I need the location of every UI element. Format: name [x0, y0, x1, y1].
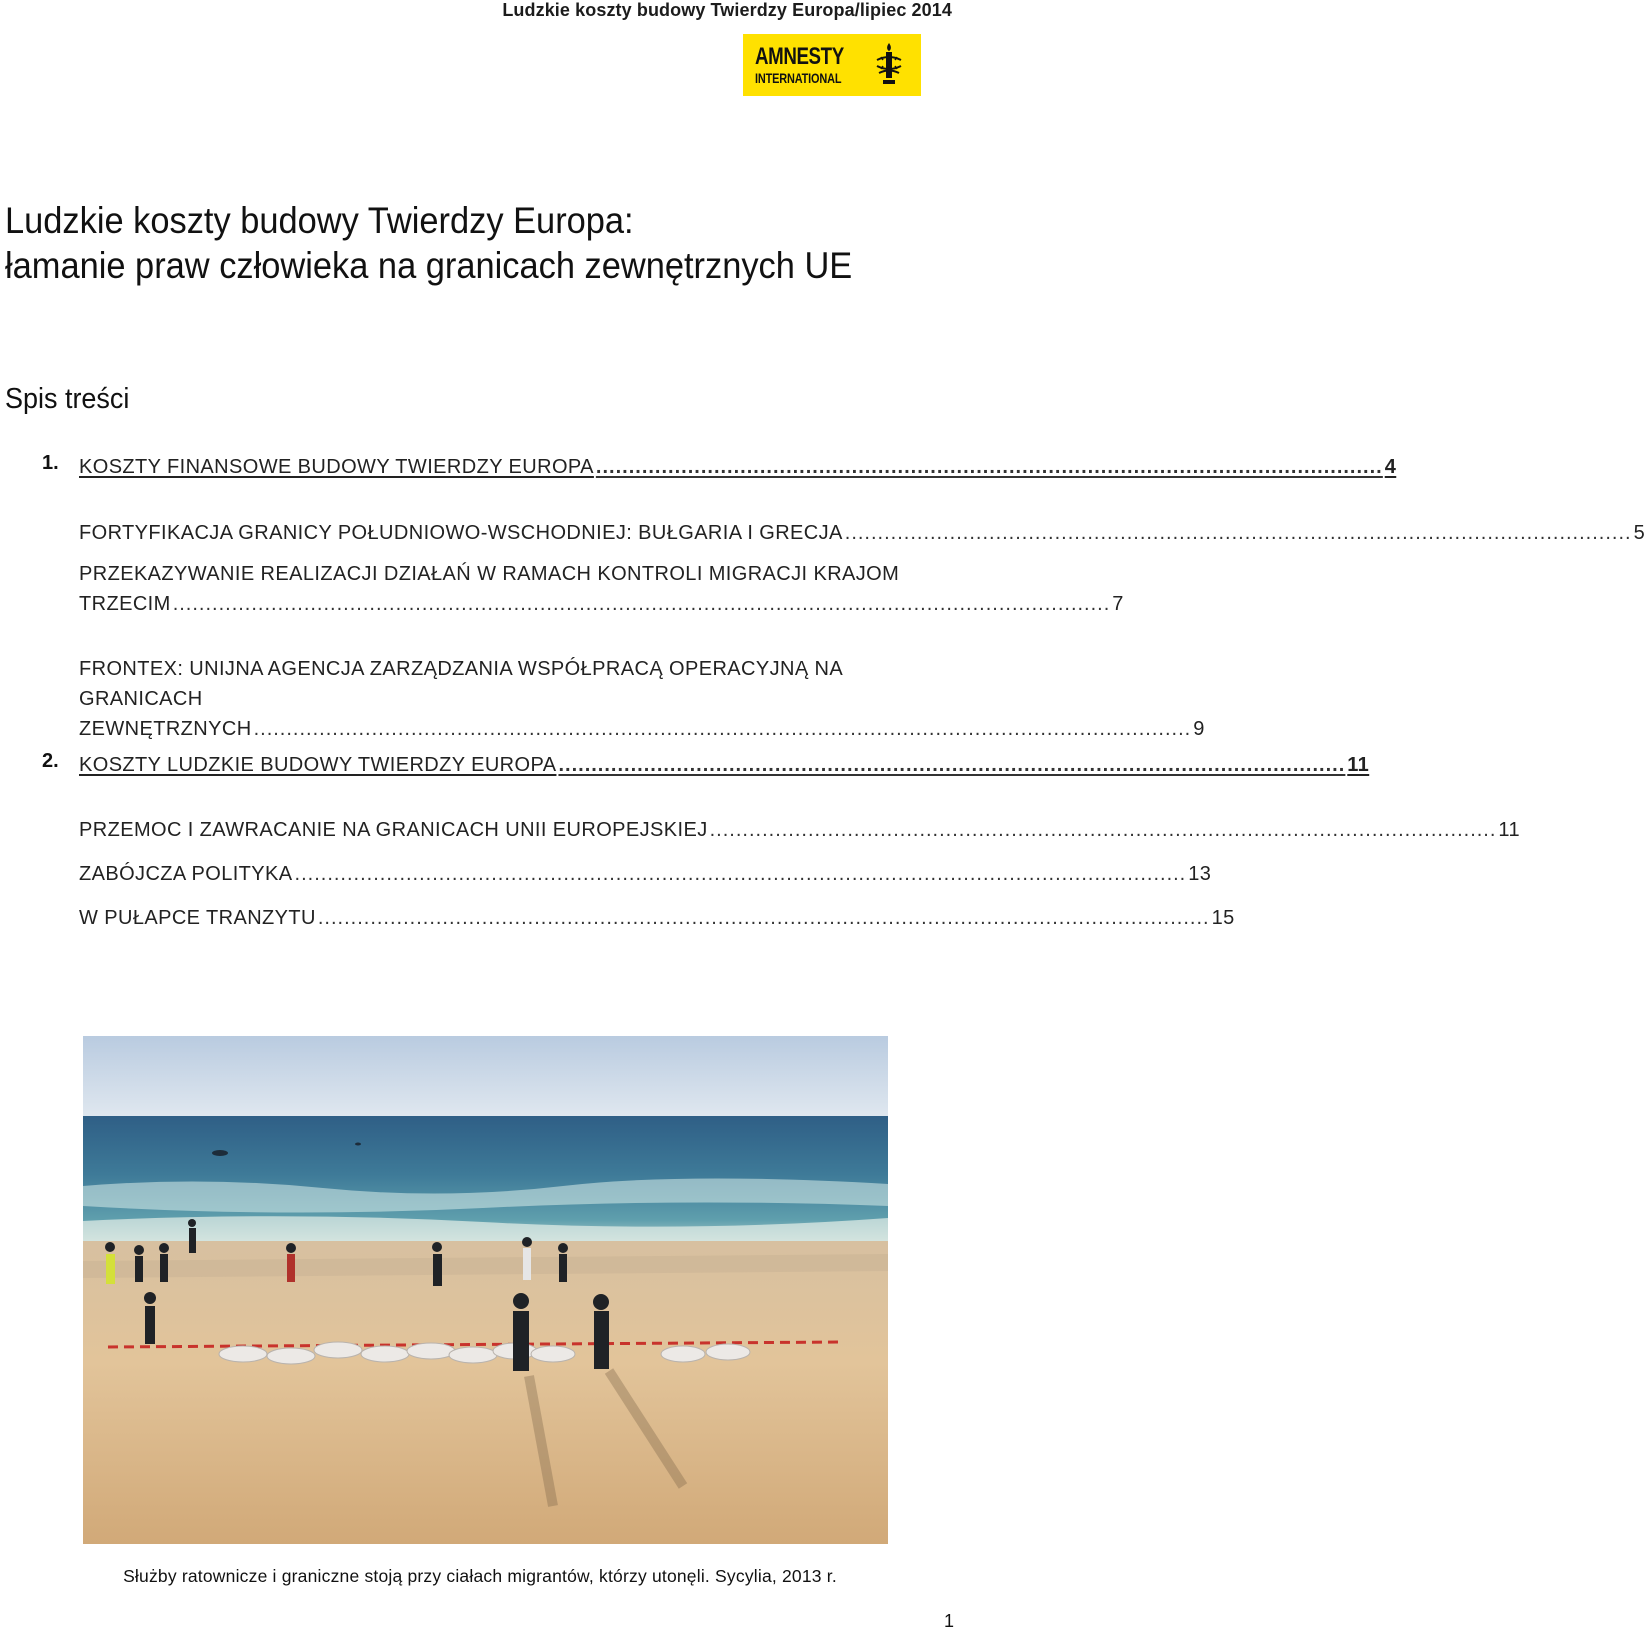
toc-entry-label-cont: ZEWNĘTRZNYCH	[79, 718, 252, 740]
toc-entry-chapter-1[interactable]	[79, 452, 1397, 482]
toc-entry-label: PRZEKAZYWANIE REALIZACJI DZIAŁAŃ W RAMACH KONTROLI MIGRACJI KRAJOM	[79, 563, 900, 585]
toc-entry-label: KOSZTY FINANSOWE BUDOWY TWIERDZY EUROPA	[79, 456, 594, 478]
toc-entry-fortyfikacja[interactable]	[79, 518, 1645, 548]
dot-leader: ........................................................................................................................	[558, 754, 1346, 776]
dot-leader: ........................................................................................................................	[844, 522, 1632, 544]
toc-entry-page: 5	[1633, 522, 1645, 544]
candle-barbed-wire-icon	[873, 42, 905, 88]
toc-entry-page: 15	[1211, 907, 1235, 929]
toc-entry-page: 7	[1112, 593, 1124, 615]
toc-entry-label: FRONTEX: UNIJNA AGENCJA ZARZĄDZANIA WSPÓŁPRACĄ OPERACYJNĄ NA GRANICACH	[79, 658, 843, 710]
logo-line1: AMNESTY	[755, 43, 844, 70]
toc-entry-zabojcza[interactable]	[79, 859, 1212, 889]
toc-entry-label: KOSZTY LUDZKIE BUDOWY TWIERDZY EUROPA	[79, 754, 557, 776]
toc-heading: Spis treści	[5, 383, 130, 415]
toc-entry-chapter-2[interactable]	[79, 750, 1370, 780]
toc-entry-label: W PUŁAPCE TRANZYTU	[79, 907, 316, 929]
logo-line2: INTERNATIONAL	[755, 70, 842, 86]
toc-entry-page: 9	[1193, 718, 1205, 740]
amnesty-logo	[743, 34, 921, 96]
chapter-number: 2.	[42, 750, 59, 772]
toc-entry-przemoc[interactable]	[79, 815, 1520, 845]
toc-entry-page: 4	[1384, 456, 1397, 478]
chapter-number: 1.	[42, 452, 59, 474]
dot-leader: ...............................................................................................................................................	[253, 718, 1192, 740]
beach-scene-illustration	[83, 1036, 888, 1544]
toc-entry-frontex[interactable]	[79, 654, 1205, 744]
title-line2: łamanie praw człowieka na granicach zewnętrznych UE	[5, 245, 853, 286]
dot-leader: ...............................................................................................................................................	[172, 593, 1111, 615]
document-title	[5, 198, 852, 288]
toc-entry-label: PRZEMOC I ZAWRACANIE NA GRANICACH UNII EUROPEJSKIEJ	[79, 819, 708, 841]
toc-entry-page: 11	[1498, 819, 1520, 841]
toc-entry-label: FORTYFIKACJA GRANICY POŁUDNIOWO-WSCHODNIEJ: BUŁGARIA I GRECJA	[79, 522, 843, 544]
toc-entry-label-cont: TRZECIM	[79, 593, 171, 615]
toc-entry-page: 11	[1347, 754, 1370, 776]
dot-leader: ........................................................................................................................................	[294, 863, 1187, 885]
toc-entry-label: ZABÓJCZA POLITYKA	[79, 863, 293, 885]
toc-entry-przekazywanie[interactable]	[79, 559, 1124, 619]
title-line1: Ludzkie koszty budowy Twierdzy Europa:	[5, 200, 634, 241]
toc-entry-pulapka[interactable]	[79, 903, 1235, 933]
toc-entry-page: 13	[1188, 863, 1212, 885]
photo-caption: Służby ratownicze i graniczne stoją przy ciałach migrantów, którzy utonęli. Sycylia, 2013 r.	[123, 1566, 837, 1586]
dot-leader: ........................................................................................................................................	[317, 907, 1210, 929]
dot-leader: ........................................................................................................................	[709, 819, 1497, 841]
beach-photo	[83, 1036, 888, 1544]
running-header: Ludzkie koszty budowy Twierdzy Europa/lipiec 2014	[502, 0, 952, 20]
page-number: 1	[943, 1611, 954, 1631]
dot-leader: ........................................................................................................................	[595, 456, 1383, 478]
